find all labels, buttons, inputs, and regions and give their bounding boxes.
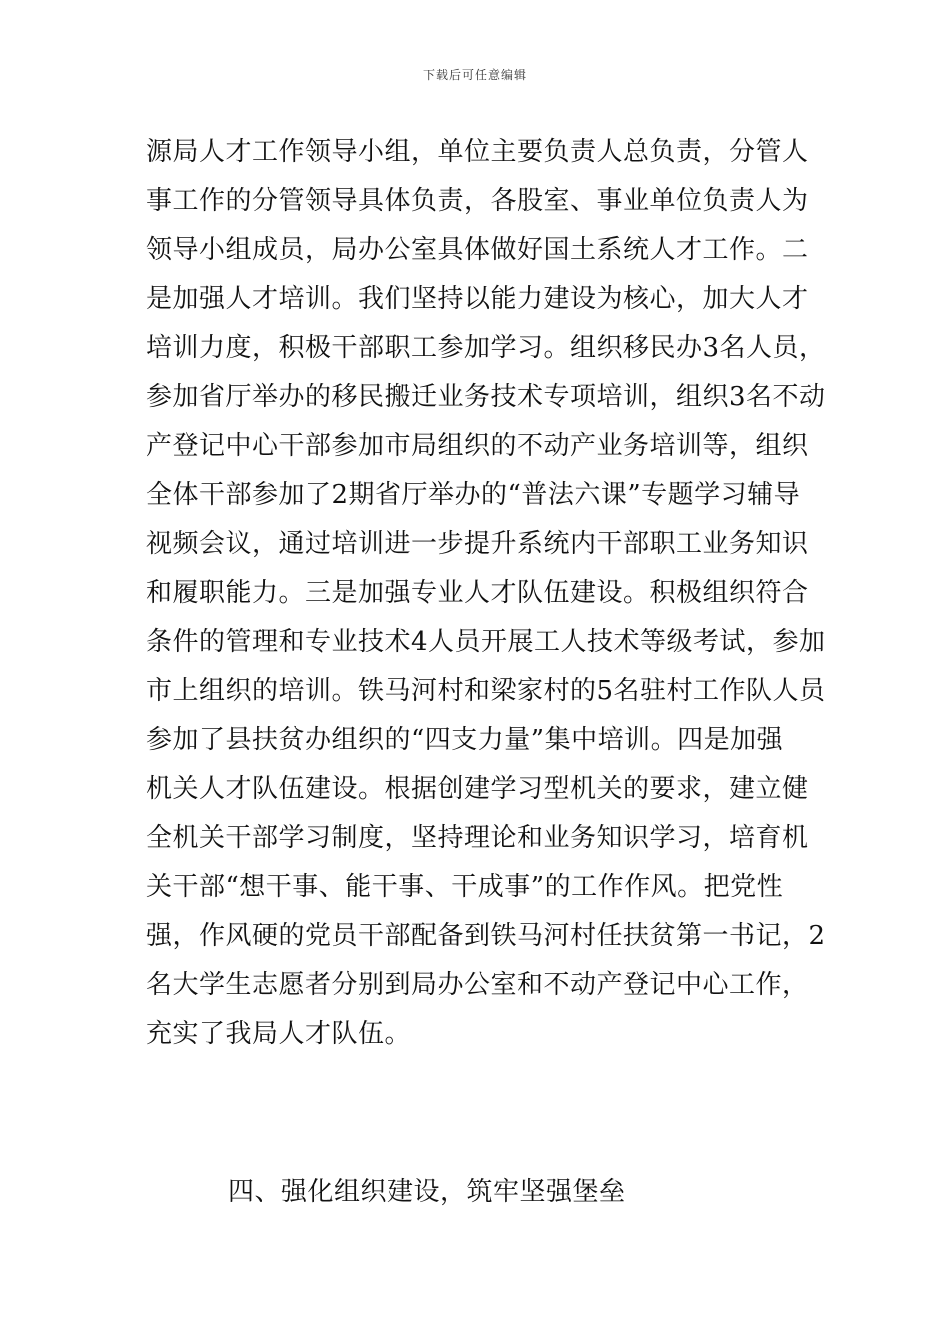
text-line: 参加了县扶贫办组织的“四支力量”集中培训。四是加强 (146, 725, 784, 755)
text-line: 全机关干部学习制度，坚持理论和业务知识学习，培育机 (146, 823, 809, 853)
text-line: 强，作风硬的党员干部配备到铁马河村任扶贫第一书记，2 (146, 921, 826, 951)
text-line: 产登记中心干部参加市局组织的不动产业务培训等，组织 (146, 431, 809, 461)
text-line: 源局人才工作领导小组，单位主要负责人总负责，分管人 (146, 137, 809, 167)
text-line: 充实了我局人才队伍。 (146, 1019, 412, 1049)
text-line: 视频会议，通过培训进一步提升系统内干部职工业务知识 (146, 529, 809, 559)
page-header: 下载后可任意编辑 (422, 68, 527, 82)
text-line: 全体干部参加了2期省厅举办的“普法六课”专题学习辅导 (146, 480, 801, 510)
text-line: 是加强人才培训。我们坚持以能力建设为核心，加大人才 (146, 284, 809, 314)
section-heading: 四、强化组织建设，筑牢坚强堡垒 (228, 1177, 626, 1207)
text-line: 条件的管理和专业技术4人员开展工人技术等级考试，参加 (146, 627, 826, 657)
text-line: 名大学生志愿者分别到局办公室和不动产登记中心工作， (146, 970, 809, 1000)
text-line: 事工作的分管领导具体负责，各股室、事业单位负责人为 (146, 186, 809, 216)
text-line: 培训力度，积极干部职工参加学习。组织移民办3名人员， (146, 333, 826, 363)
body-paragraph (146, 128, 826, 1059)
text-line: 参加省厅举办的移民搬迁业务技术专项培训，组织3名不动 (146, 382, 826, 412)
text-line: 机关人才队伍建设。根据创建学习型机关的要求，建立健 (146, 774, 809, 804)
text-line: 关干部“想干事、能干事、干成事”的工作作风。把党性 (146, 872, 784, 902)
text-line: 市上组织的培训。铁马河村和梁家村的5名驻村工作队人员 (146, 676, 826, 706)
text-line: 和履职能力。三是加强专业人才队伍建设。积极组织符合 (146, 578, 809, 608)
text-line: 领导小组成员，局办公室具体做好国土系统人才工作。二 (146, 235, 809, 265)
